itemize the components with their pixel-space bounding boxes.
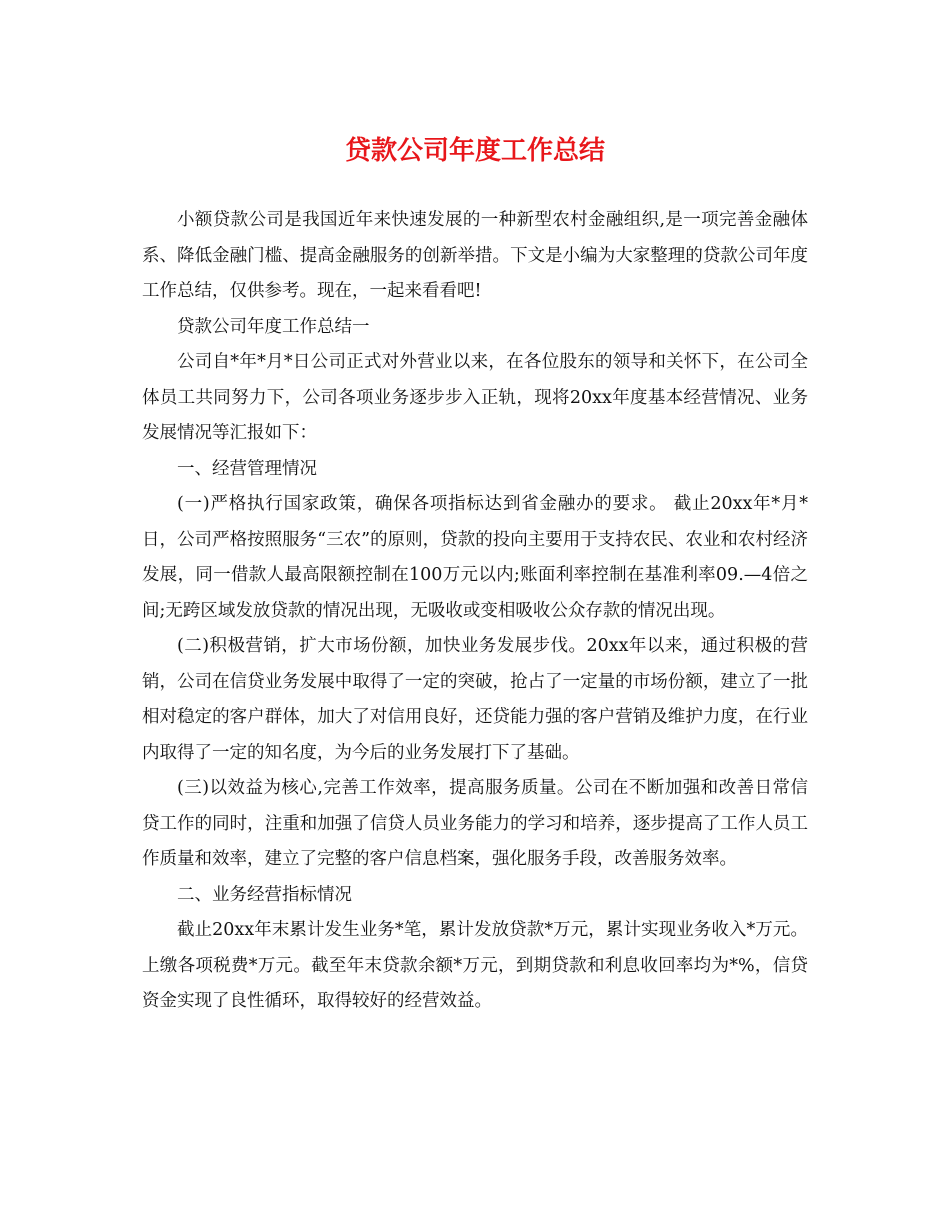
intro-paragraph: 小额贷款公司是我国近年来快速发展的一种新型农村金融组织,是一项完善金融体系、降低金融门槛、提高金融服务的创新举措。下文是小编为大家整理的贷款公司年度工作总结，仅供参考。现在，一起来看看吧! [142, 210, 808, 301]
document-body [142, 203, 808, 1020]
marketing-paragraph: (二)积极营销，扩大市场份额，加快业务发展步伐。20xx年以来，通过积极的营销，公司在信贷业务发展中取得了一定的突破，抢占了一定量的市场份额，建立了一批相对稳定的客户群体，加大了对信用良好，还贷能力强的客户营销及维护力度，在行业内取得了一定的知名度，为今后的业务发展打下了基础。 [142, 636, 808, 763]
section-heading-summary-one: 贷款公司年度工作总结一 [177, 316, 370, 337]
section-heading-management: 一、经营管理情况 [177, 458, 317, 479]
policy-paragraph: (一)严格执行国家政策，确保各项指标达到省金融办的要求。 截止20xx年*月*日，公司严格按照服务“三农”的原则，贷款的投向主要用于支持农民、农业和农村经济发展，同一借款人最高限额控制在100万元以内;账面利率控制在基准利率09.—4倍之间;无跨区域发放贷款的情况出现，无吸收或变相吸收公众存款的情况出现。 [142, 494, 808, 621]
section-heading-indicators: 二、业务经营指标情况 [177, 884, 352, 905]
efficiency-paragraph: (三)以效益为核心,完善工作效率，提高服务质量。公司在不断加强和改善日常信贷工作的同时，注重和加强了信贷人员业务能力的学习和培养，逐步提高了工作人员工作质量和效率，建立了完整的客户信息档案，强化服务手段，改善服务效率。 [142, 778, 808, 869]
indicators-paragraph: 截止20xx年末累计发生业务*笔，累计发放贷款*万元，累计实现业务收入*万元。上缴各项税费*万元。截至年末贷款余额*万元，到期贷款和利息收回率均为*%，信贷资金实现了良性循环，取得较好的经营效益。 [142, 920, 808, 1011]
opening-paragraph: 公司自*年*月*日公司正式对外营业以来，在各位股东的领导和关怀下，在公司全体员工共同努力下，公司各项业务逐步步入正轨，现将20xx年度基本经营情况、业务发展情况等汇报如下： [142, 352, 808, 443]
document-title: 贷款公司年度工作总结 [344, 136, 605, 166]
